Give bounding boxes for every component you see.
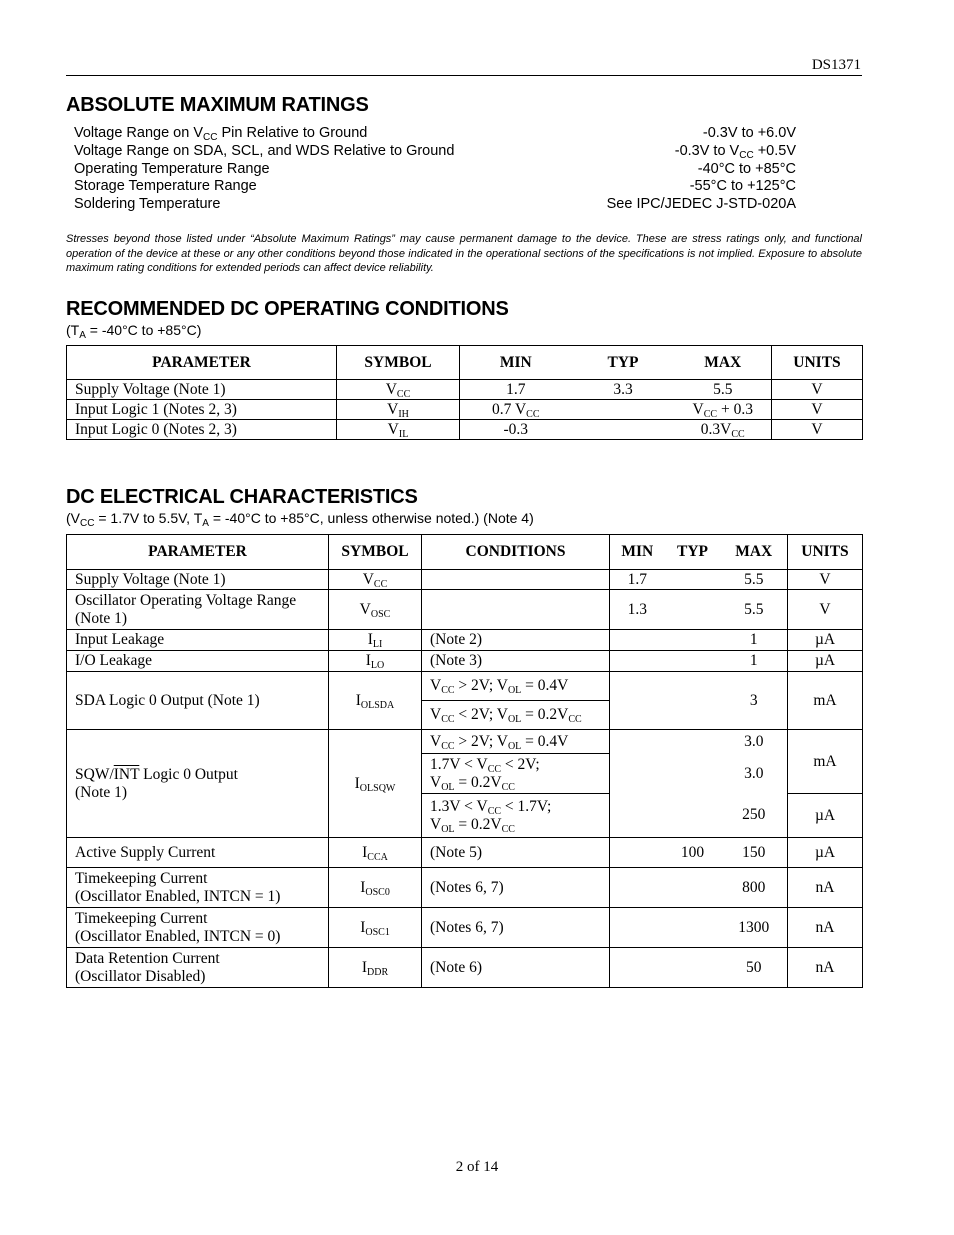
table-row: $1.7V < V_{CC} < 2V$; $V_{OL} = 0.2V_{CC}$ 3.0 bbox=[67, 754, 863, 794]
table-row: Input Logic 1 (Notes 2, 3) $V_{IH}$ 0.7 $V_{CC}$ $V_{CC} + 0.3$ V bbox=[67, 400, 863, 420]
table-row: $1.3V < V_{CC} < 1.7V$; $V_{OL} = 0.2V_{CC}$ 250 µA bbox=[67, 794, 863, 838]
table-row: Input Logic 0 (Notes 2, 3) $V_{IL}$ -0.3 $0.3V_{CC}$ V bbox=[67, 420, 863, 440]
amr-row: Voltage Range on $V_{CC}$ Pin Relative to Ground -0.3V to +6.0V bbox=[74, 125, 796, 143]
rdc-conditions: ($T_A = -40^\circ C$ to +85°C) bbox=[66, 322, 202, 341]
table-row: Data Retention Current (Oscillator Disabled) $I_{DDR}$ (Note 6) 50 nA bbox=[67, 948, 863, 988]
table-row: I/O Leakage $I_{LO}$ (Note 3) 1 µA bbox=[67, 651, 863, 672]
table-row: Supply Voltage (Note 1) $V_{CC}$ 1.7 5.5 V bbox=[67, 570, 863, 590]
table-row: Timekeeping Current (Oscillator Enabled, INTCN = 0) $I_{OSC1}$ (Notes 6, 7) 1300 nA bbox=[67, 908, 863, 948]
header-divider bbox=[66, 75, 862, 76]
table-row: $V_{CC} < 2V$; $V_{OL} = 0.2V_{CC}$ bbox=[67, 701, 863, 730]
amr-row: Voltage Range on SDA, SCL, and WDS Relative to Ground -0.3V to $V_{CC} +0.5V$ bbox=[74, 142, 796, 161]
amr-title: ABSOLUTE MAXIMUM RATINGS bbox=[66, 94, 369, 116]
table-row: SQW/$\overline{INT}$ Logic 0 Output (Note 1) $I_{OLSQW}$ $V_{CC} > 2V$; $V_{OL} = 0.4V$ 3.0 mA bbox=[67, 730, 863, 754]
table-row: Supply Voltage (Note 1) $V_{CC}$ 1.7 3.3 5.5 V bbox=[67, 380, 863, 400]
table-row: Active Supply Current $I_{CCA}$ (Note 5) 100 150 µA bbox=[67, 838, 863, 868]
amr-row: Operating Temperature Range -40°C to +85°C bbox=[74, 160, 796, 177]
rdc-title: RECOMMENDED DC OPERATING CONDITIONS bbox=[66, 298, 509, 320]
table-row: Oscillator Operating Voltage Range (Note 1) $V_{OSC}$ 1.3 5.5 V bbox=[67, 590, 863, 630]
stress-note: Stresses beyond those listed under “Absolute Maximum Ratings” may cause permanent damage to the device. These are stress ratings only, and functional operation of the device at these or any other conditions beyond those indicated in the operational sections of the specifications is not implied. Exposure to absolute maximum rating conditions for extended periods can affect device reliability. bbox=[66, 233, 862, 274]
dc-table bbox=[66, 534, 863, 988]
dc-conditions: ($V_{CC} = 1.7V$ to 5.5V, $T_A = -40^\circ C$ to +85°C, unless otherwise noted.) (Note 4) bbox=[66, 510, 534, 529]
amr-list bbox=[74, 125, 796, 214]
table-header-row: PARAMETER SYMBOL CONDITIONS MIN TYP MAX UNITS bbox=[67, 535, 863, 570]
table-row: Timekeeping Current (Oscillator Enabled, INTCN = 1) $I_{OSC0}$ (Notes 6, 7) 800 nA bbox=[67, 868, 863, 908]
dc-title: DC ELECTRICAL CHARACTERISTICS bbox=[66, 486, 418, 508]
amr-row: Soldering Temperature See IPC/JEDEC J-STD-020A bbox=[74, 196, 796, 213]
table-row: SDA Logic 0 Output (Note 1) $I_{OLSDA}$ $V_{CC} > 2V$; $V_{OL} = 0.4V$ 3 mA bbox=[67, 672, 863, 701]
rdc-table bbox=[66, 345, 863, 440]
page-number: 2 of 14 bbox=[455, 1159, 499, 1175]
amr-row: Storage Temperature Range -55°C to +125°C bbox=[74, 178, 796, 195]
table-row: Input Leakage $I_{LI}$ (Note 2) 1 µA bbox=[67, 630, 863, 651]
table-header-row: PARAMETER SYMBOL MIN TYP MAX UNITS bbox=[67, 346, 863, 380]
document-id: DS1371 bbox=[811, 57, 861, 73]
